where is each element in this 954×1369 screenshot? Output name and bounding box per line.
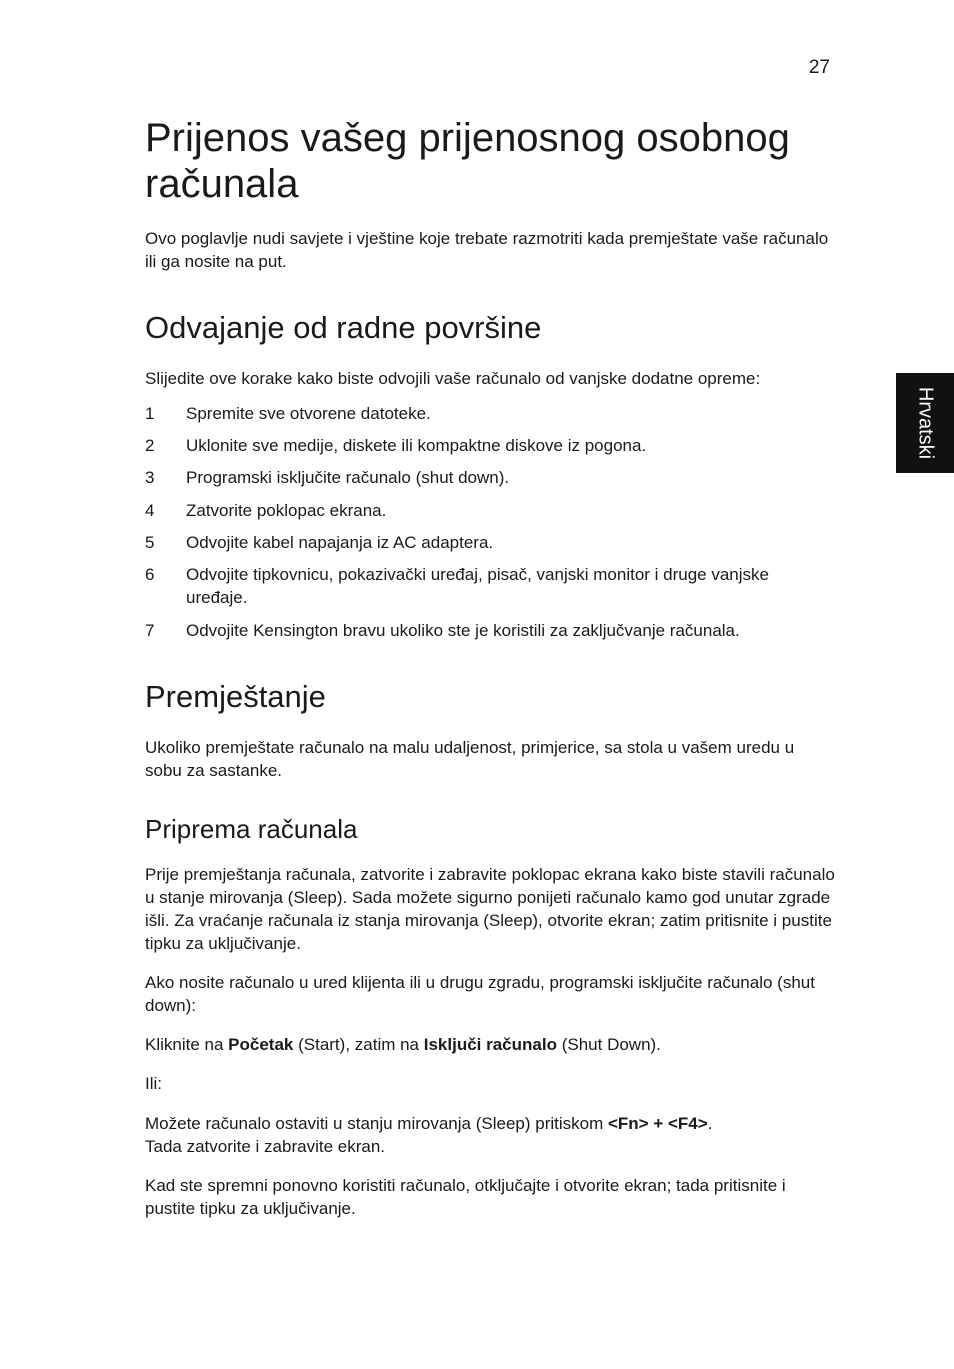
subsection-heading-preparing: Priprema računala bbox=[145, 814, 358, 844]
list-item-text: Uklonite sve medije, diskete ili kompaktne diskove iz pogona. bbox=[186, 436, 647, 455]
language-tab-label: Hrvatski bbox=[914, 386, 937, 460]
text-run: . bbox=[707, 1114, 713, 1133]
list-item-number: 2 bbox=[145, 436, 155, 455]
instruction-paragraph bbox=[145, 1033, 835, 1056]
text-run: Kliknite na bbox=[145, 1035, 229, 1054]
section-heading-disconnect: Odvajanje od radne površine bbox=[145, 310, 542, 345]
list-item-number: 3 bbox=[145, 468, 155, 487]
list-item-text: Spremite sve otvorene datoteke. bbox=[186, 404, 431, 423]
list-item-text: Odvojite tipkovnicu, pokazivački uređaj, pisač, vanjski monitor i druge vanjske uređaje. bbox=[186, 565, 769, 607]
section-lead: Slijedite ove korake kako biste odvojili vaše računalo od vanjske dodatne opreme: bbox=[145, 369, 761, 388]
section-paragraph: Kad ste spremni ponovno koristiti računalo, otključajte i otvorite ekran; tada pritisnite i pustite tipku za uključivanje. bbox=[145, 1176, 786, 1218]
key-combination: <Fn> + <F4> bbox=[607, 1114, 708, 1133]
list-item-text: Odvojite kabel napajanja iz AC adaptera. bbox=[186, 533, 494, 552]
section-paragraph: Ili: bbox=[145, 1074, 162, 1093]
text-run: Tada zatvorite i zabravite ekran. bbox=[145, 1137, 386, 1156]
list-item-number: 6 bbox=[145, 565, 155, 584]
section-paragraph: Ukoliko premještate računalo na malu udaljenost, primjerice, sa stola u vašem uredu u sobu za sastanke. bbox=[145, 738, 795, 780]
language-tab bbox=[896, 373, 954, 473]
text-run: (Start), zatim na bbox=[293, 1035, 424, 1054]
page-title: Prijenos vašeg prijenosnog osobnog računala bbox=[145, 116, 790, 206]
instruction-paragraph bbox=[145, 1112, 835, 1158]
section-paragraph: Ako nosite računalo u ured klijenta ili u drugu zgradu, programski isključite računalo (shut down): bbox=[145, 973, 815, 1015]
list-item-text: Zatvorite poklopac ekrana. bbox=[186, 501, 387, 520]
page-number: 27 bbox=[808, 57, 830, 78]
section-paragraph: Prije premještanja računala, zatvorite i zabravite poklopac ekrana kako biste stavili računalo u stanje mirovanja (Sleep). Sada možete sigurno ponijeti računalo kamo god unutar zgrade išli. Za vraćanje računala iz stanja mirovanja (Sleep), otvorite ekran; zatim pritisnite i pustite tipku za uključivanje. bbox=[145, 865, 835, 953]
text-run: (Shut Down). bbox=[556, 1035, 661, 1054]
start-menu-label: Početak bbox=[228, 1035, 294, 1054]
list-item-number: 5 bbox=[145, 533, 155, 552]
list-item-number: 1 bbox=[145, 404, 155, 423]
list-item-text: Odvojite Kensington bravu ukoliko ste je koristili za zaključvanje računala. bbox=[186, 621, 740, 640]
text-run: Možete računalo ostaviti u stanju mirovanja (Sleep) pritiskom bbox=[145, 1114, 608, 1133]
section-heading-moving: Premještanje bbox=[145, 679, 326, 714]
list-item-text: Programski isključite računalo (shut down). bbox=[186, 468, 510, 487]
list-item-number: 7 bbox=[145, 621, 155, 640]
list-item-number: 4 bbox=[145, 501, 155, 520]
shutdown-menu-label: Isključi računalo bbox=[423, 1035, 557, 1054]
intro-paragraph: Ovo poglavlje nudi savjete i vještine koje trebate razmotriti kada premještate vaše računalo ili ga nosite na put. bbox=[145, 229, 829, 271]
